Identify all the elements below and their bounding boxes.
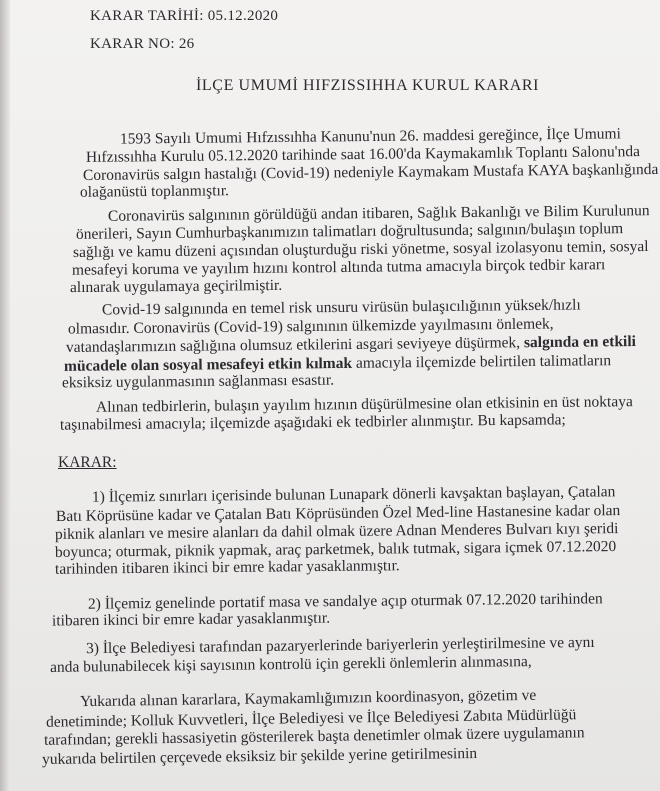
decision-item-line: itibaren ikinci bir emre kadar yasaklanmıştır. [51, 609, 331, 630]
decision-item-line: 1) İlçemiz sınırları içerisinde bulunan Lunapark dönerli kavşaktan başlayan, Çatalan [91, 483, 616, 506]
intro-line: olmasıdır. Coronavirüs (Covid-19) salgınının ülkemizde yayılmasını önlemek, [67, 315, 554, 338]
decision-number: KARAR NO: 26 [90, 36, 195, 52]
intro-emphasis: salgında en etkili [523, 333, 637, 352]
closing-line: Yukarıda alınan kararlara, Kaymakamlığımızın koordinasyon, gözetim ve [79, 686, 537, 711]
intro-line: taşınabilmesi amacıyla; ilçemizde aşağıdaki ek tedbirler alınmıştır. Bu kapsamda; [59, 411, 566, 434]
decision-item-line: boyunca; oturmak, piknik yapmak, araç parketmek, balık tutmak, sigara içmek 07.12.2020 [54, 538, 617, 561]
intro-text: vatandaşlarımızın sağlığına olumsuz etkilerini asgari seviyeye düşürmek, [65, 334, 521, 356]
closing-line: yukarıda belirtilen çerçevede eksiksiz bir şekilde yerine getirilmesinin [41, 744, 478, 769]
intro-text: amacıyla ilçemizde belirtilen talimatların [355, 352, 612, 372]
intro-line: olağanüstü toplanmıştır. [79, 182, 230, 201]
intro-line: önerileri, Sayın Cumhurbaşkanımızın talimatları doğrultusunda; salgının/bulaşın toplum [75, 220, 624, 243]
decision-item-line: 2) İlçemiz genelinde portatif masa ve sandalye açıp oturmak 07.12.2020 tarihinden [87, 590, 603, 613]
intro-line: Alınan tedbirlerin, bulaşın yayılım hızının düşürülmesine olan etkisinin en üst noktaya [95, 393, 633, 416]
intro-line: Coronavirüs salgınının görüldüğü andan itibaren, Sağlık Bakanlığı ve Bilim Kurulunun [107, 202, 650, 225]
intro-line: Coronavirüs salgın hastalığı (Covid-19) nedeniyle Kaymakam Mustafa KAYA başkanlığında [82, 160, 659, 185]
decision-item-line: Batı Köprüsüne kadar ve Çatalan Batı Köprüsünden Özel Med-line Hastanesine kadar olan [55, 502, 621, 525]
paper-edge-shadow [0, 0, 10, 791]
intro-line: eksiksiz uygulanmasının sağlanması esastır. [61, 371, 335, 392]
closing-line: tarafından; gerekli hassasiyetin gösterilerek başta denetimler olmak üzere uygulamanın [43, 724, 585, 749]
closing-line: denetiminde; Kolluk Kuvvetleri, İlçe Belediyesi ve İlçe Belediyesi Zabıta Müdürlüğü [45, 706, 577, 731]
intro-emphasis: mücadele olan sosyal mesafeyi etkin kılmak [63, 354, 353, 375]
intro-line: Hıfzıssıhha Kurulu 05.12.2020 tarihinde saat 16.00'da Kaymakamlık Toplantı Salonu'nda [85, 143, 641, 166]
decision-item-line: anda bulunabilecek kişi sayısının kontrolü için gerekli önlemlerin alınmasına, [49, 653, 532, 676]
decision-item-line: tarihinden itibaren ikinci bir emre kadar yasaklanmıştır. [54, 557, 400, 578]
intro-line: mesafeyi koruma ve yayılım hızını kontrol altında tutma amacıyla birçok tedbir kararı [71, 256, 606, 279]
intro-line: 1593 Sayılı Umumi Hıfzıssıhha Kanunu'nun 26. maddesi gereğince, İlçe Umumi [119, 125, 621, 148]
decision-date: KARAR TARİHİ: 05.12.2020 [90, 8, 279, 24]
decision-item-line: piknik alanları ve mesire alanları da dahil olmak üzere Adnan Menderes Bulvarı kıyı şeridi [54, 520, 619, 543]
document-title: İLÇE UMUMİ HIFZISSIHHA KURUL KARARI [196, 77, 540, 94]
intro-line: alınarak uygulamaya geçirilmiştir. [69, 276, 283, 297]
intro-line: sağlığı ve kamu düzeni açısından oluşturduğu riski yönetme, sosyal izolasyonu temin, sosyal [72, 237, 649, 262]
intro-line: Covid-19 salgınında en temel risk unsuru virüsün bulaşıcılığının yüksek/hızlı [101, 296, 581, 319]
decision-item-line: 3) İlçe Belediyesi tarafından pazaryerlerinde bariyerlerin yerleştirilmesine ve aynı [85, 633, 595, 658]
decision-heading: KARAR: [58, 454, 117, 471]
